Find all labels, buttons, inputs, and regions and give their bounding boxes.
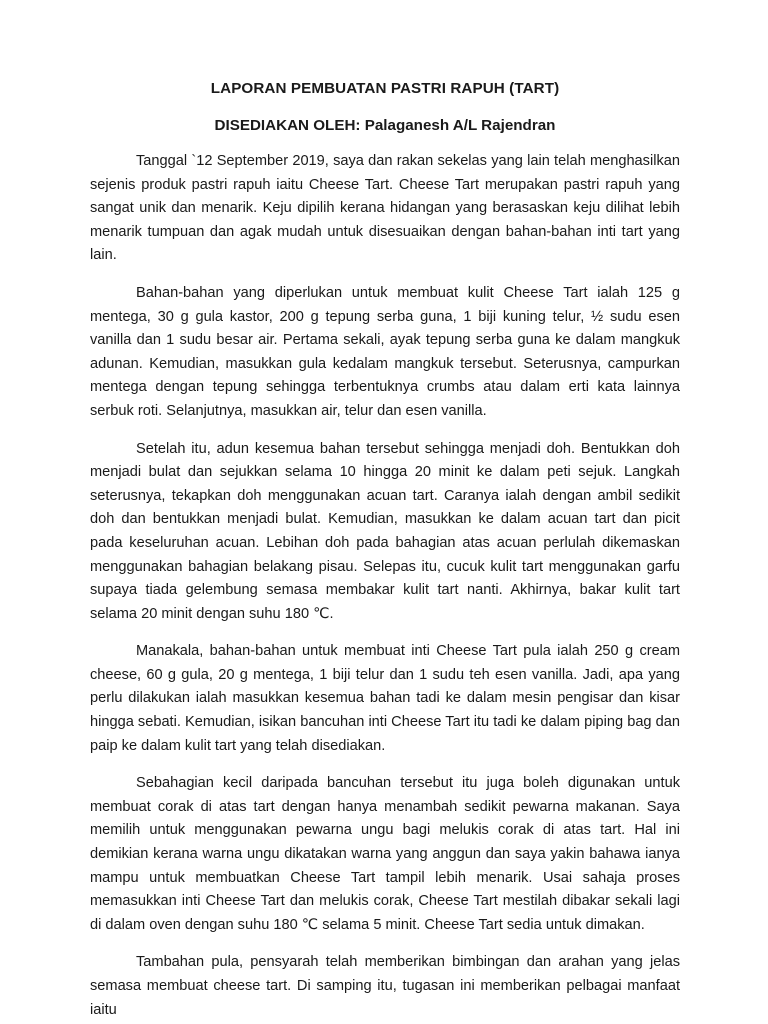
paragraph-1: Tanggal `12 September 2019, saya dan rakan sekelas yang lain telah menghasilkan sejenis produk pastri rapuh iaitu Cheese Tart. Cheese Tart merupakan pastri rapuh yang sangat unik dan menarik. Keju dipilih kerana hidangan yang berasaskan keju dilihat lebih menarik tumpuan dan agak mudah untuk disesuaikan dengan bahan-bahan inti tart yang lain. (90, 153, 680, 264)
author-line: DISEDIAKAN OLEH: Palaganesh A/L Rajendran (214, 117, 556, 134)
document-title: LAPORAN PEMBUATAN PASTRI RAPUH (TART) (210, 80, 560, 97)
paragraph-3: Setelah itu, adun kesemua bahan tersebut sehingga menjadi doh. Bentukkan doh menjadi bulat dan sejukkan selama 10 hingga 20 minit ke dalam peti sejuk. Langkah seterusnya, tekapkan doh menggunakan acuan tart. Caranya ialah dengan ambil sedikit doh dan bentukkan menjadi bulat. Kemudian, masukkan ke dalam acuan tart dan picit pada keseluruhan acuan. Lebihan doh pada bahagian atas acuan perlulah dikemaskan menggunakan bahagian belakang pisau. Selepas itu, cucuk kulit tart menggunakan garfu supaya tiada gelembung semasa membakar kulit tart nanti. Akhirnya, bakar kulit tart selama 20 minit dengan suhu 180 ℃. (90, 440, 680, 622)
paragraph-6: Tambahan pula, pensyarah telah memberikan bimbingan dan arahan yang jelas semasa membuat cheese tart. Di samping itu, tugasan ini memberikan pelbagai manfaat iaitu (90, 954, 680, 1018)
paragraph-2: Bahan-bahan yang diperlukan untuk membuat kulit Cheese Tart ialah 125 g mentega, 30 g gula kastor, 200 g tepung serba guna, 1 biji kuning telur, ½ sudu esen vanilla dan 1 sudu besar air. Pertama sekali, ayak tepung serba guna ke dalam mangkuk adunan. Kemudian, masukkan gula kedalam mangkuk tersebut. Seterusnya, campurkan mentega dengan tepung sehingga terbentuknya crumbs atau dalam erti kata lainnya serbuk roti. Selanjutnya, masukkan air, telur dan esen vanilla. (90, 284, 680, 419)
paragraph-4: Manakala, bahan-bahan untuk membuat inti Cheese Tart pula ialah 250 g cream cheese, 60 g gula, 20 g mentega, 1 biji telur dan 1 sudu teh esen vanilla. Jadi, apa yang perlu dilakukan ialah masukkan kesemua bahan tadi ke dalam mesin pengisar dan kisar hingga sebati. Kemudian, isikan bancuhan inti Cheese Tart itu tadi ke dalam piping bag dan paip ke dalam kulit tart yang telah disediakan. (90, 643, 680, 754)
paragraph-5: Sebahagian kecil daripada bancuhan tersebut itu juga boleh digunakan untuk membuat corak di atas tart dengan hanya menambah sedikit pewarna makanan. Saya memilih untuk menggunakan pewarna ungu bagi melukis corak di atas tart. Hal ini demikian kerana warna ungu dikatakan warna yang anggun dan saya yakin bahawa ianya mampu untuk membuatkan Cheese Tart tampil lebih menarik. Usai sahaja proses memasukkan inti Cheese Tart dan melukis corak, Cheese Tart mestilah dibakar sekali lagi di dalam oven dengan suhu 180 ℃ selama 5 minit. Cheese Tart sedia untuk dimakan. (90, 775, 680, 933)
